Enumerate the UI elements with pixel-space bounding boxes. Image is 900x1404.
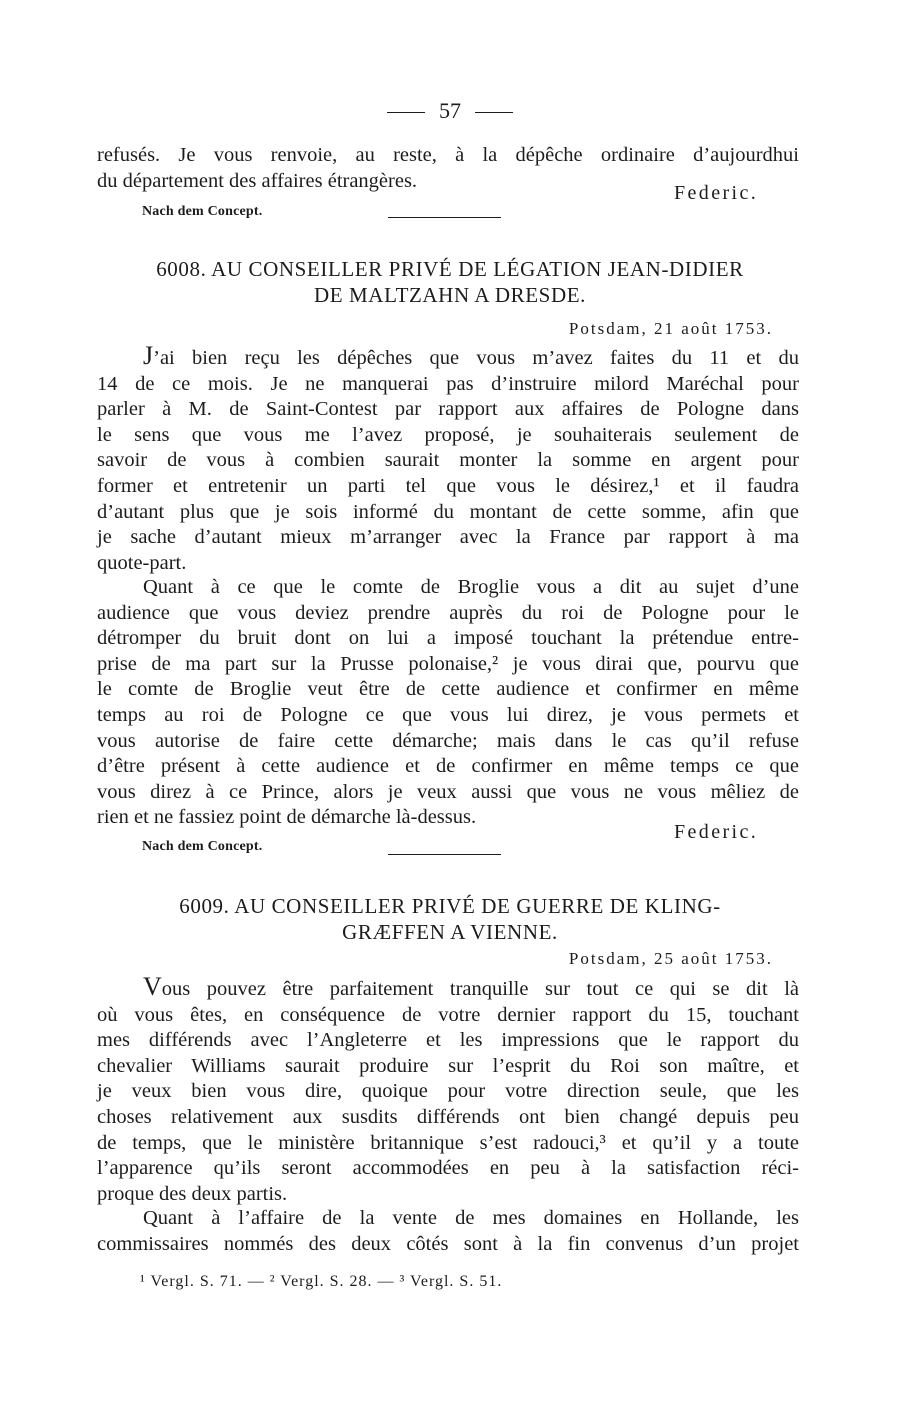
page-number-dash-left: [387, 112, 425, 113]
footnotes: ¹ Vergl. S. 71. — ² Vergl. S. 28. — ³ Vergl. S. 51.: [140, 1273, 503, 1290]
signature: Federic.: [674, 821, 759, 843]
paragraph-line: le comte de Broglie veut être de cette audience et confirmer en même: [97, 678, 799, 701]
drop-cap: V: [143, 972, 162, 1001]
paragraph-line: rien et ne fassiez point de démarche là-dessus.: [97, 806, 477, 829]
dateline: Potsdam, 25 août 1753.: [568, 949, 773, 968]
paragraph-line: commissaires nommés des deux côtés sont à la fin convenus d’un projet: [97, 1232, 799, 1255]
letter-paragraph: [97, 575, 799, 831]
paragraph-line: Vous pouvez être parfaitement tranquille sur tout ce qui se dit là: [143, 972, 799, 1001]
source-note: Nach dem Concept.: [142, 839, 263, 854]
signature: Federic.: [674, 182, 759, 204]
paragraph-line: Quant à l’affaire de la vente de mes domaines en Hollande, les: [143, 1207, 799, 1229]
paragraph-line: choses relativement aux susdits différends ont bien changé depuis peu: [97, 1105, 799, 1128]
paragraph-line: 14 de ce mois. Je ne manquerai pas d’instruire milord Maréchal pour: [97, 372, 799, 395]
paragraph-line: proque des deux partis.: [97, 1182, 288, 1205]
paragraph-line: former et entretenir un parti tel que vous le désirez,¹ et il faudra: [97, 474, 799, 497]
dateline: Potsdam, 21 août 1753.: [568, 319, 773, 338]
paragraph-line: le sens que vous me l’avez proposé, je souhaiterais seulement de: [97, 423, 799, 446]
paragraph-line: savoir de vous à combien saurait monter la somme en argent pour: [97, 449, 799, 472]
section-rule: [388, 854, 501, 855]
intro-line: refusés. Je vous renvoie, au reste, à la dépêche ordinaire d’aujourdhui: [97, 144, 799, 166]
page-number-dash-right: [475, 112, 513, 113]
source-note: Nach dem Concept.: [142, 204, 263, 219]
section-rule: [388, 217, 501, 218]
paragraph-line: mes différends avec l’Angleterre et les impressions que le rapport du: [97, 1029, 799, 1052]
letter-heading: 6009. AU CONSEILLER PRIVÉ DE GUERRE DE KLING- GRÆFFEN A VIENNE.: [179, 894, 721, 944]
letter-paragraph: [97, 974, 799, 1207]
paragraph-line: d’être présent à cette audience et de confirmer en même temps ce que: [97, 755, 799, 778]
paragraph-line: Quant à ce que le comte de Broglie vous a dit au sujet d’une: [143, 576, 799, 598]
paragraph-line: je veux bien vous dire, quoique pour votre direction seule, que les: [97, 1080, 799, 1103]
paragraph-line: temps au roi de Pologne ce que vous lui direz, je vous permets et: [97, 703, 799, 726]
drop-cap: J: [143, 341, 154, 370]
paragraph-line: détromper du bruit dont on lui a imposé touchant la prétendue entre-: [97, 627, 799, 650]
paragraph-line: d’autant plus que je sois informé du montant de cette somme, afin que: [97, 500, 799, 523]
letter-paragraph: [97, 1206, 799, 1257]
intro-line: du département des affaires étrangères.: [97, 169, 418, 192]
paragraph-line: J’ai bien reçu les dépêches que vous m’avez faites du 11 et du: [143, 341, 799, 370]
letter-paragraph: [97, 343, 799, 576]
paragraph-line: audience que vous deviez prendre auprès du roi de Pologne pour le: [97, 601, 799, 624]
paragraph-line: chevalier Williams saurait produire sur l’esprit du Roi son maître, et: [97, 1054, 799, 1077]
paragraph-line: l’apparence qu’ils seront accommodées en peu à la satisfaction réci-: [97, 1157, 799, 1180]
page-number: 57: [0, 98, 900, 124]
paragraph-line: de temps, que le ministère britannique s’est radouci,³ et qu’il y a toute: [97, 1131, 799, 1154]
paragraph-line: prise de ma part sur la Prusse polonaise,² je vous dirai que, pourvu que: [97, 652, 799, 675]
paragraph-line: où vous êtes, en conséquence de votre dernier rapport du 15, touchant: [97, 1003, 799, 1026]
paragraph-line: je sache d’autant mieux m’arranger avec la France par rapport à ma: [97, 526, 799, 549]
paragraph-line: parler à M. de Saint-Contest par rapport aux affaires de Pologne dans: [97, 398, 799, 421]
paragraph-line: vous direz à ce Prince, alors je veux aussi que vous ne vous mêliez de: [97, 780, 799, 803]
paragraph-line: quote-part.: [97, 551, 187, 574]
paragraph-line: vous autorise de faire cette démarche; mais dans le cas qu’il refuse: [97, 729, 799, 752]
letter-heading: 6008. AU CONSEILLER PRIVÉ DE LÉGATION JEAN-DIDIER DE MALTZAHN A DRESDE.: [156, 257, 744, 307]
